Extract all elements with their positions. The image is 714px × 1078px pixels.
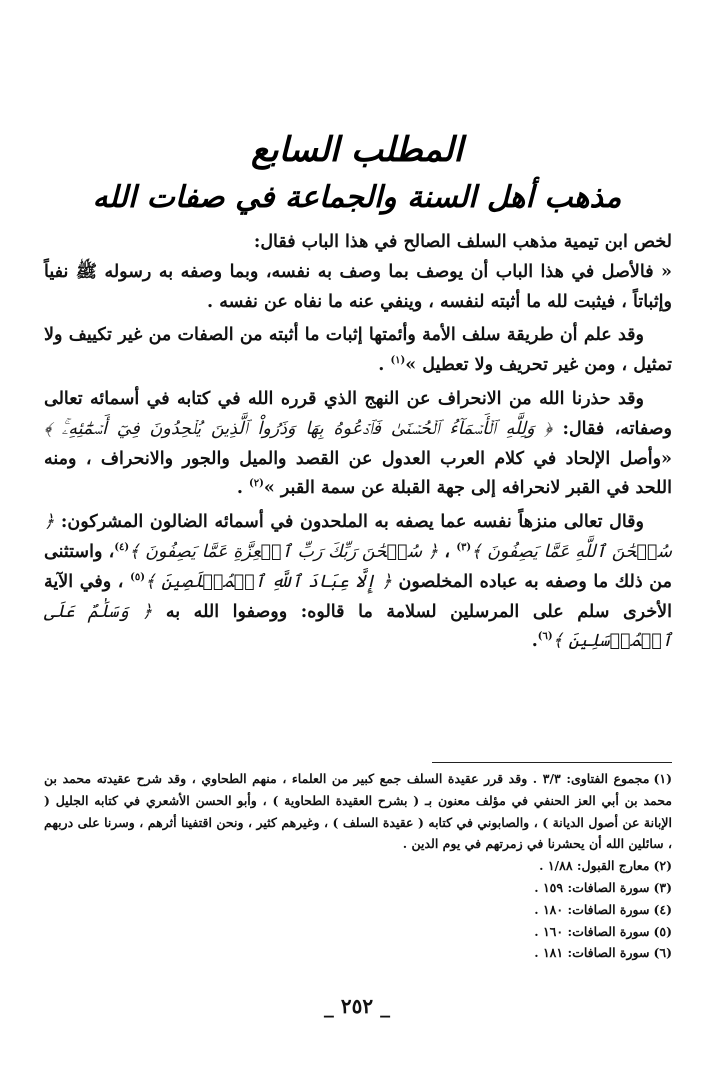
main-text [44, 228, 672, 661]
footnote-divider [432, 762, 672, 763]
footnote-number: (٤) [653, 901, 672, 917]
footnote-ref-6: (٦) [537, 631, 553, 643]
paragraph-text: وقد حذرنا الله من الانحراف عن النهج الذي قرره الله في كتابه في أسمائه تعالى وصفاته، فقال: [44, 388, 672, 439]
quran-verse: ﴿ إِلَّا عِبَادَ ٱللَّهِ ٱلۡمُخۡلَصِينَ ﴾ [144, 571, 392, 592]
paragraph-end: . [531, 631, 538, 652]
footnote-ref-4: (٤) [114, 542, 130, 554]
footnote-number: (٢) [653, 858, 672, 874]
footnote-text: سورة الصافات: ١٦٠ . [534, 923, 650, 939]
separator: ، [438, 541, 457, 562]
quran-verse: ﴿ سُبۡحَٰنَ ٱللَّهِ عَمَّا يَصِفُونَ ﴾ [44, 512, 673, 562]
footnote-text: سورة الصافات: ١٨٠ . [534, 901, 650, 917]
footnote-number: (٦) [653, 945, 672, 961]
paragraph-salaf-method [44, 321, 672, 381]
quran-verse: ﴿ وَلِلَّهِ ٱلۡأَسۡمَآءُ ٱلۡحُسۡنَىٰ فَٱدۡعُوهُ بِهَا وَذَرُواْ ٱلَّذِينَ يُلۡحِدُونَ فِيٓ أَسۡمَٰٓئِهِۦۚ ﴾ [44, 418, 553, 439]
section-title: المطلب السابع [251, 130, 463, 170]
section-heading [80, 126, 634, 220]
footnote-text: سورة الصافات: ١٥٩ . [534, 879, 650, 895]
paragraph-tanzih [44, 508, 672, 657]
quran-verse: ﴿ سُبۡحَٰنَ رَبِّكَ رَبِّ ٱلۡعِزَّةِ عَمَّا يَصِفُونَ ﴾ [129, 541, 439, 562]
paragraph-text: ، وفي الآية الأخرى سلم على المرسلين لسلامة ما قالوه: ووصفوا الله به [44, 571, 672, 622]
quote-paragraph: « فالأصل في هذا الباب أن يوصف بما وصف به نفسه، وبما وصفه به رسوله ﷺ نفياً وإثباتاً ، فيثبت لله ما أثبته لنفسه ، وينفي عنه ما نفاه عن نفسه . [44, 261, 672, 312]
footnote-item [44, 768, 672, 855]
footnote-item [44, 899, 672, 921]
footnote-text: معارج القبول: ١/٨٨ . [539, 858, 650, 874]
footnote-item [44, 877, 672, 899]
footnote-number: (٥) [653, 923, 672, 939]
footnote-text: مجموع الفتاوى: ٣/٣ . وقد قرر عقيدة السلف جمع كبير من العلماء ، منهم الطحاوي ، وقد شرح عقيدته محمد بن محمد بن أبي العز الحنفي في مؤلف معنون بـ ( بشرح العقيدة الطحاوية ) ، وأبو الحسن الأشعري في كتابه الجليل ( الإبانة عن أصول الديانة ) ، والصابوني في كتابه ( عقيدة السلف ) ، وغيرهم كثير ، ونحن اقتفينا أثرهم ، وسرنا على دربهم ، سائلين الله أن يحشرنا في زمرتهم في يوم الدين . [44, 771, 672, 852]
footnote-number: (٣) [653, 879, 672, 895]
footnote-text: سورة الصافات: ١٨١ . [534, 945, 650, 961]
footnote-item [44, 921, 672, 943]
paragraph-ilhad [44, 385, 672, 504]
footnote-number: (١) [653, 771, 673, 786]
paragraph-text: وقد علم أن طريقة سلف الأمة وأئمتها إثبات ما أثبته من الصفات من غير تكييف ولا تمثيل ، ومن غير تحريف ولا تعطيل » [44, 325, 672, 376]
footnote-ref-5: (٥) [130, 571, 145, 583]
paragraph-text: وقال تعالى منزهاً نفسه عما يصفه به الملحدون في أسمائه الضالون المشركون: [54, 512, 644, 533]
quran-verse: ﴿ وَسَلَٰمٌ عَلَى ٱلۡمُرۡسَلِينَ ﴾ [44, 601, 672, 652]
footnote-ref-2: (٢) [249, 478, 264, 490]
page-number: _ ٢٥٢ _ [323, 994, 391, 1018]
paragraph-end: . [378, 355, 391, 376]
section-subtitle: مذهب أهل السنة والجماعة في صفات الله [92, 180, 622, 215]
footnotes [44, 768, 672, 964]
paragraph-end: . [236, 478, 250, 499]
footnote-item [44, 855, 672, 877]
paragraph-text: «وأصل الإلحاد في كلام العرب العدول عن القصد والميل والجور والانحراف ، ومنه اللحد في القبر لانحرافه إلى جهة القبلة عن سمة القبر » [44, 448, 672, 499]
footnote-ref-3: (٣) [456, 542, 472, 554]
footnote-ref-1: (١) [390, 355, 406, 367]
footnote-item [44, 942, 672, 964]
paragraph-text: ، واستثنى من ذلك ما وصفه به عباده المخلصون [44, 541, 672, 592]
intro-paragraph: لخص ابن تيمية مذهب السلف الصالح في هذا الباب فقال: [253, 232, 672, 252]
